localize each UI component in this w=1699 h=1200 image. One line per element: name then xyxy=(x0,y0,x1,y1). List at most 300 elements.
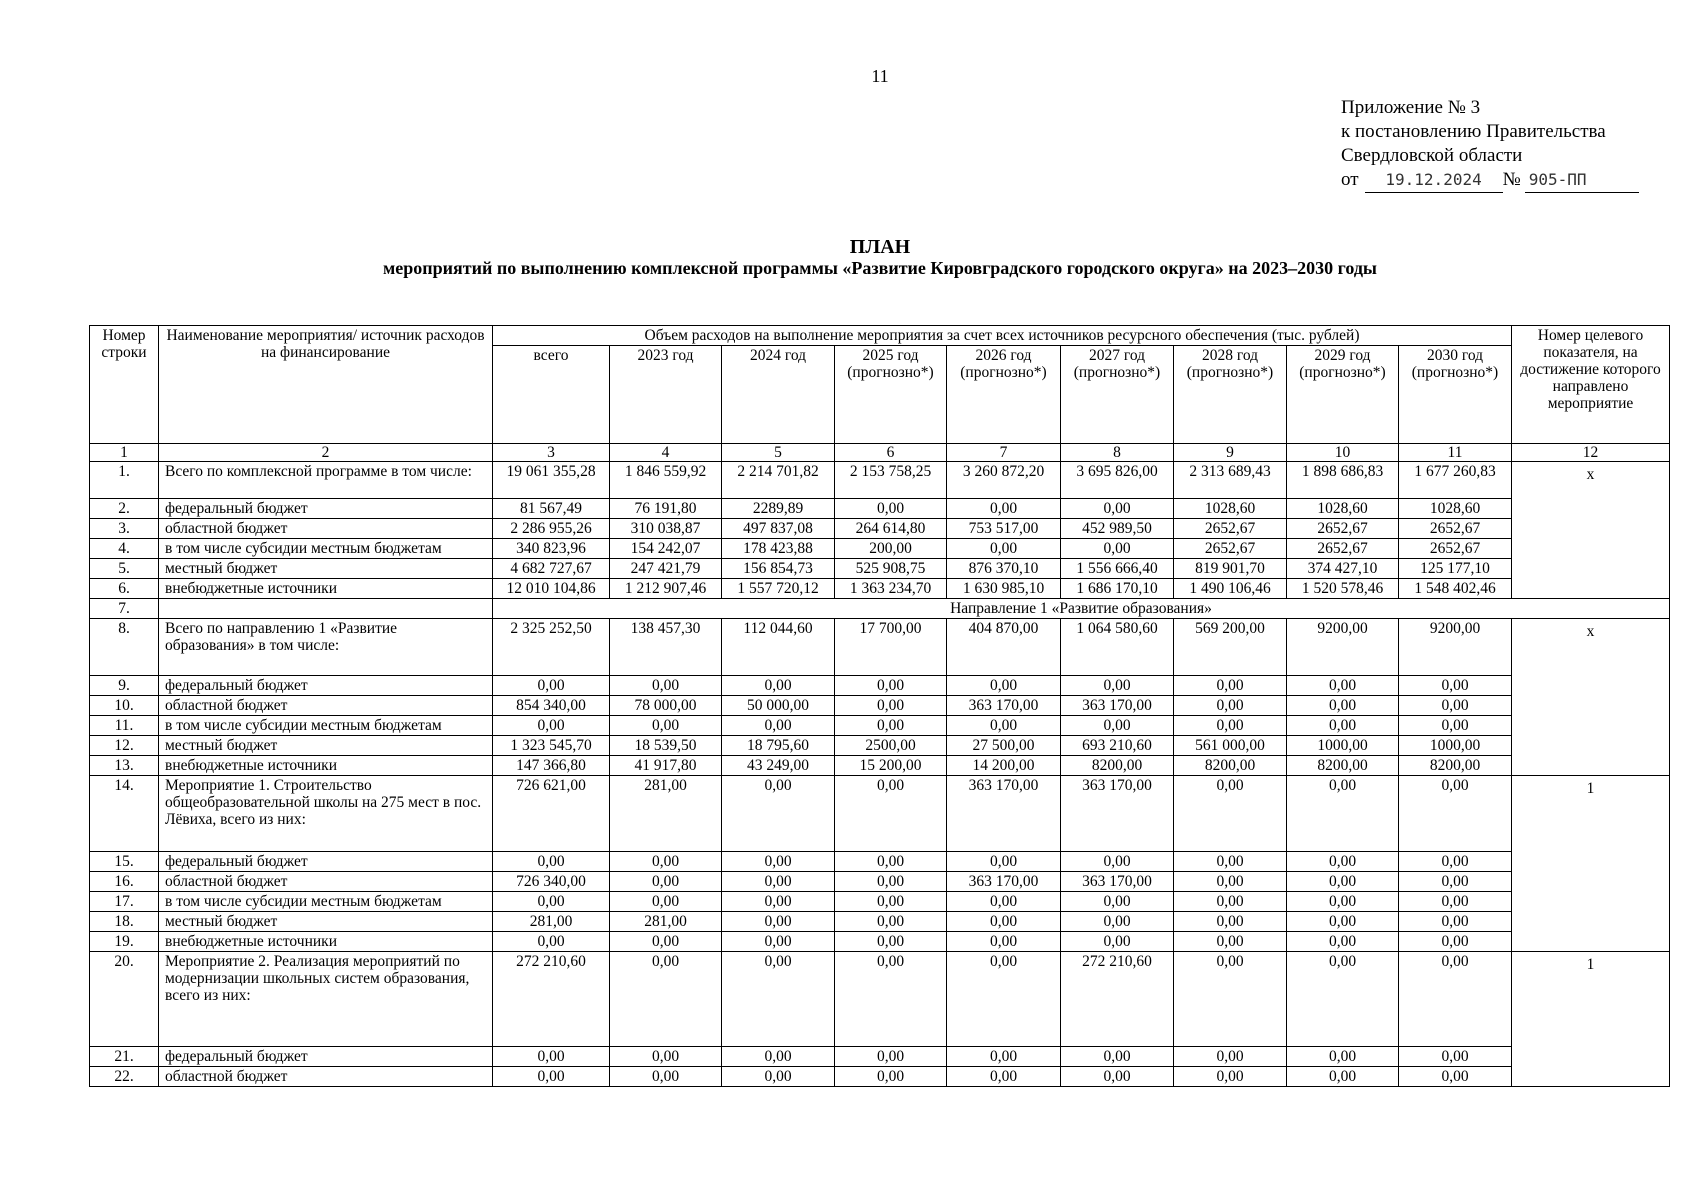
value-cell: 0,00 xyxy=(1174,716,1287,736)
row-name: местный бюджет xyxy=(159,736,493,756)
row-number: 18. xyxy=(90,912,159,932)
value-cell: 0,00 xyxy=(947,892,1061,912)
value-cell: 1028,60 xyxy=(1287,499,1399,519)
table-row xyxy=(90,619,1670,676)
row-number: 7. xyxy=(90,599,159,619)
value-cell: 0,00 xyxy=(1287,696,1399,716)
column-number: 10 xyxy=(1287,444,1399,462)
row-name: Всего по комплексной программе в том числе: xyxy=(159,462,493,499)
row-name: местный бюджет xyxy=(159,912,493,932)
value-cell: 0,00 xyxy=(1174,872,1287,892)
value-cell: 1 490 106,46 xyxy=(1174,579,1287,599)
value-cell: 3 695 826,00 xyxy=(1061,462,1174,499)
row-number: 2. xyxy=(90,499,159,519)
value-cell: 2652,67 xyxy=(1399,519,1512,539)
row-name: Мероприятие 2. Реализация мероприятий по модернизации школьных систем образования, всего из них: xyxy=(159,952,493,1047)
value-cell: 0,00 xyxy=(1287,932,1399,952)
document-subtitle: мероприятий по выполнению комплексной программы «Развитие Кировградского городского округа» на 2023–2030 годы xyxy=(383,258,1377,278)
value-cell: 12 010 104,86 xyxy=(493,579,610,599)
value-cell: 0,00 xyxy=(835,676,947,696)
row-name: федеральный бюджет xyxy=(159,676,493,696)
value-cell: 0,00 xyxy=(493,676,610,696)
value-cell: 272 210,60 xyxy=(1061,952,1174,1047)
value-cell: 1028,60 xyxy=(1174,499,1287,519)
row-number: 10. xyxy=(90,696,159,716)
value-cell: 0,00 xyxy=(835,776,947,852)
value-cell: 0,00 xyxy=(493,1047,610,1067)
value-cell: 340 823,96 xyxy=(493,539,610,559)
value-cell: 8200,00 xyxy=(1287,756,1399,776)
table-row xyxy=(90,892,1670,912)
value-cell: 0,00 xyxy=(835,716,947,736)
value-cell: 1 548 402,46 xyxy=(1399,579,1512,599)
value-cell: 726 621,00 xyxy=(493,776,610,852)
value-cell: 2652,67 xyxy=(1287,519,1399,539)
row-name: федеральный бюджет xyxy=(159,852,493,872)
value-cell: 0,00 xyxy=(1061,932,1174,952)
value-cell: 18 795,60 xyxy=(722,736,835,756)
value-cell: 3 260 872,20 xyxy=(947,462,1061,499)
column-number: 2 xyxy=(159,444,493,462)
table-row xyxy=(90,1067,1670,1087)
table-row xyxy=(90,736,1670,756)
header-2025: 2025 год (прогнозно*) xyxy=(835,346,947,444)
appendix-signature-line xyxy=(1341,168,1671,193)
table-row xyxy=(90,539,1670,559)
row-name: в том числе субсидии местным бюджетам xyxy=(159,716,493,736)
table-row xyxy=(90,952,1670,1047)
target-indicator-cell: 1 xyxy=(1512,776,1670,952)
value-cell: 0,00 xyxy=(947,952,1061,1047)
value-cell: 15 200,00 xyxy=(835,756,947,776)
value-cell: 363 170,00 xyxy=(1061,696,1174,716)
value-cell: 0,00 xyxy=(722,676,835,696)
value-cell: 1 557 720,12 xyxy=(722,579,835,599)
value-cell: 0,00 xyxy=(1061,892,1174,912)
value-cell: 0,00 xyxy=(1287,872,1399,892)
value-cell: 17 700,00 xyxy=(835,619,947,676)
column-number: 6 xyxy=(835,444,947,462)
target-indicator-cell: 1 xyxy=(1512,952,1670,1087)
header-2028: 2028 год (прогнозно*) xyxy=(1174,346,1287,444)
table-row xyxy=(90,852,1670,872)
header-name: Наименование мероприятия/ источник расходов на финансирование xyxy=(159,326,493,444)
value-cell: 0,00 xyxy=(1399,1067,1512,1087)
row-name: федеральный бюджет xyxy=(159,499,493,519)
value-cell: 281,00 xyxy=(493,912,610,932)
value-cell: 0,00 xyxy=(947,676,1061,696)
row-number: 22. xyxy=(90,1067,159,1087)
value-cell: 2652,67 xyxy=(1287,539,1399,559)
value-cell: 0,00 xyxy=(1061,499,1174,519)
value-cell: 2 153 758,25 xyxy=(835,462,947,499)
value-cell: 561 000,00 xyxy=(1174,736,1287,756)
value-cell: 0,00 xyxy=(1174,892,1287,912)
header-target: Номер целевого показателя, на достижение которого направлено мероприятие xyxy=(1512,326,1670,444)
value-cell: 8200,00 xyxy=(1174,756,1287,776)
value-cell: 0,00 xyxy=(610,872,722,892)
row-number: 11. xyxy=(90,716,159,736)
value-cell: 178 423,88 xyxy=(722,539,835,559)
document-title: ПЛАН xyxy=(849,236,911,258)
value-cell: 0,00 xyxy=(493,852,610,872)
table-row xyxy=(90,462,1670,499)
column-number: 8 xyxy=(1061,444,1174,462)
value-cell: 0,00 xyxy=(1399,932,1512,952)
row-name: внебюджетные источники xyxy=(159,579,493,599)
row-number: 14. xyxy=(90,776,159,852)
value-cell: 0,00 xyxy=(493,716,610,736)
header-2027: 2027 год (прогнозно*) xyxy=(1061,346,1174,444)
row-number: 8. xyxy=(90,619,159,676)
value-cell: 0,00 xyxy=(1174,1047,1287,1067)
value-cell: 0,00 xyxy=(835,1047,947,1067)
column-number-row xyxy=(90,444,1670,462)
row-number: 4. xyxy=(90,539,159,559)
value-cell: 1 677 260,83 xyxy=(1399,462,1512,499)
table-row xyxy=(90,696,1670,716)
row-name: областной бюджет xyxy=(159,1067,493,1087)
column-number: 9 xyxy=(1174,444,1287,462)
value-cell: 1 686 170,10 xyxy=(1061,579,1174,599)
value-cell: 0,00 xyxy=(610,952,722,1047)
value-cell: 0,00 xyxy=(1061,1067,1174,1087)
table-row xyxy=(90,599,1670,619)
value-cell: 8200,00 xyxy=(1399,756,1512,776)
from-label: от xyxy=(1341,169,1359,190)
value-cell: 156 854,73 xyxy=(722,559,835,579)
value-cell: 1 212 907,46 xyxy=(610,579,722,599)
column-number: 4 xyxy=(610,444,722,462)
section-heading: Направление 1 «Развитие образования» xyxy=(493,599,1670,619)
value-cell: 0,00 xyxy=(1061,676,1174,696)
value-cell: 0,00 xyxy=(1399,776,1512,852)
value-cell: 0,00 xyxy=(1174,932,1287,952)
value-cell: 50 000,00 xyxy=(722,696,835,716)
row-number: 1. xyxy=(90,462,159,499)
value-cell: 0,00 xyxy=(610,1047,722,1067)
value-cell: 2500,00 xyxy=(835,736,947,756)
value-cell: 0,00 xyxy=(1174,952,1287,1047)
value-cell: 0,00 xyxy=(722,776,835,852)
row-number: 12. xyxy=(90,736,159,756)
value-cell: 9200,00 xyxy=(1399,619,1512,676)
value-cell: 0,00 xyxy=(1399,716,1512,736)
decree-date: 19.12.2024 xyxy=(1365,168,1503,193)
table-row xyxy=(90,579,1670,599)
table-row xyxy=(90,1047,1670,1067)
header-total: всего xyxy=(493,346,610,444)
value-cell: 0,00 xyxy=(835,932,947,952)
row-name: местный бюджет xyxy=(159,559,493,579)
value-cell: 0,00 xyxy=(1287,676,1399,696)
value-cell: 0,00 xyxy=(1061,1047,1174,1067)
value-cell: 1 898 686,83 xyxy=(1287,462,1399,499)
value-cell: 2652,67 xyxy=(1174,539,1287,559)
row-number: 19. xyxy=(90,932,159,952)
value-cell: 0,00 xyxy=(835,499,947,519)
value-cell: 0,00 xyxy=(947,499,1061,519)
page-number: 11 xyxy=(871,66,889,86)
row-name: в том числе субсидии местным бюджетам xyxy=(159,539,493,559)
value-cell: 138 457,30 xyxy=(610,619,722,676)
value-cell: 0,00 xyxy=(947,912,1061,932)
row-name: федеральный бюджет xyxy=(159,1047,493,1067)
row-number: 3. xyxy=(90,519,159,539)
value-cell: 1 363 234,70 xyxy=(835,579,947,599)
value-cell: 272 210,60 xyxy=(493,952,610,1047)
column-number: 11 xyxy=(1399,444,1512,462)
value-cell: 363 170,00 xyxy=(1061,872,1174,892)
target-indicator-cell: x xyxy=(1512,619,1670,776)
value-cell: 0,00 xyxy=(722,872,835,892)
table-row xyxy=(90,872,1670,892)
value-cell: 0,00 xyxy=(947,932,1061,952)
value-cell: 2 325 252,50 xyxy=(493,619,610,676)
value-cell: 2 313 689,43 xyxy=(1174,462,1287,499)
value-cell: 0,00 xyxy=(610,892,722,912)
value-cell: 41 917,80 xyxy=(610,756,722,776)
value-cell: 363 170,00 xyxy=(1061,776,1174,852)
header-2029: 2029 год (прогнозно*) xyxy=(1287,346,1399,444)
column-number: 3 xyxy=(493,444,610,462)
row-name: внебюджетные источники xyxy=(159,756,493,776)
value-cell: 0,00 xyxy=(610,676,722,696)
value-cell: 2 214 701,82 xyxy=(722,462,835,499)
value-cell: 0,00 xyxy=(1061,716,1174,736)
column-number: 5 xyxy=(722,444,835,462)
number-label: № xyxy=(1502,169,1521,190)
value-cell: 1 556 666,40 xyxy=(1061,559,1174,579)
value-cell: 0,00 xyxy=(1287,776,1399,852)
table-row xyxy=(90,519,1670,539)
row-name: областной бюджет xyxy=(159,696,493,716)
target-indicator-cell: x xyxy=(1512,462,1670,599)
value-cell: 0,00 xyxy=(722,932,835,952)
value-cell: 497 837,08 xyxy=(722,519,835,539)
value-cell: 374 427,10 xyxy=(1287,559,1399,579)
value-cell: 0,00 xyxy=(1399,872,1512,892)
value-cell: 0,00 xyxy=(722,952,835,1047)
value-cell: 0,00 xyxy=(1174,1067,1287,1087)
value-cell: 0,00 xyxy=(1399,952,1512,1047)
value-cell: 8200,00 xyxy=(1061,756,1174,776)
appendix-title: Приложение № 3 xyxy=(1341,97,1481,118)
appendix-decree: к постановлению Правительства xyxy=(1341,121,1606,142)
value-cell: 726 340,00 xyxy=(493,872,610,892)
value-cell: 693 210,60 xyxy=(1061,736,1174,756)
column-number: 7 xyxy=(947,444,1061,462)
value-cell: 0,00 xyxy=(1399,1047,1512,1067)
row-name: в том числе субсидии местным бюджетам xyxy=(159,892,493,912)
appendix-block xyxy=(1341,96,1671,193)
value-cell: 363 170,00 xyxy=(947,872,1061,892)
header-row-number: Номер строки xyxy=(90,326,159,444)
value-cell: 0,00 xyxy=(1174,852,1287,872)
value-cell: 0,00 xyxy=(493,1067,610,1087)
value-cell: 0,00 xyxy=(493,932,610,952)
table-row xyxy=(90,716,1670,736)
value-cell: 0,00 xyxy=(1174,676,1287,696)
table-row xyxy=(90,912,1670,932)
value-cell: 14 200,00 xyxy=(947,756,1061,776)
value-cell: 0,00 xyxy=(493,892,610,912)
row-number: 9. xyxy=(90,676,159,696)
value-cell: 0,00 xyxy=(1399,892,1512,912)
value-cell: 0,00 xyxy=(835,696,947,716)
value-cell: 363 170,00 xyxy=(947,776,1061,852)
row-number: 21. xyxy=(90,1047,159,1067)
value-cell: 112 044,60 xyxy=(722,619,835,676)
value-cell: 1 630 985,10 xyxy=(947,579,1061,599)
table-row xyxy=(90,676,1670,696)
value-cell: 0,00 xyxy=(1174,776,1287,852)
value-cell: 0,00 xyxy=(1174,912,1287,932)
value-cell: 147 366,80 xyxy=(493,756,610,776)
row-number: 13. xyxy=(90,756,159,776)
value-cell: 81 567,49 xyxy=(493,499,610,519)
value-cell: 569 200,00 xyxy=(1174,619,1287,676)
row-number: 20. xyxy=(90,952,159,1047)
row-number: 15. xyxy=(90,852,159,872)
row-number: 17. xyxy=(90,892,159,912)
value-cell: 1028,60 xyxy=(1399,499,1512,519)
row-name: Всего по направлению 1 «Развитие образования» в том числе: xyxy=(159,619,493,676)
value-cell: 0,00 xyxy=(947,852,1061,872)
value-cell: 363 170,00 xyxy=(947,696,1061,716)
row-number: 6. xyxy=(90,579,159,599)
value-cell: 0,00 xyxy=(947,1067,1061,1087)
value-cell: 0,00 xyxy=(722,912,835,932)
value-cell: 0,00 xyxy=(1287,852,1399,872)
value-cell: 0,00 xyxy=(835,912,947,932)
value-cell: 76 191,80 xyxy=(610,499,722,519)
value-cell: 876 370,10 xyxy=(947,559,1061,579)
value-cell: 0,00 xyxy=(1287,892,1399,912)
value-cell: 0,00 xyxy=(722,716,835,736)
value-cell: 0,00 xyxy=(722,1067,835,1087)
value-cell: 310 038,87 xyxy=(610,519,722,539)
row-name: областной бюджет xyxy=(159,872,493,892)
value-cell: 0,00 xyxy=(722,892,835,912)
value-cell: 0,00 xyxy=(1287,716,1399,736)
value-cell: 0,00 xyxy=(610,932,722,952)
value-cell: 0,00 xyxy=(610,716,722,736)
decree-number: 905-ПП xyxy=(1525,168,1639,193)
value-cell: 4 682 727,67 xyxy=(493,559,610,579)
value-cell: 0,00 xyxy=(1399,676,1512,696)
value-cell: 125 177,10 xyxy=(1399,559,1512,579)
value-cell: 43 249,00 xyxy=(722,756,835,776)
row-number: 5. xyxy=(90,559,159,579)
value-cell: 1000,00 xyxy=(1399,736,1512,756)
value-cell: 0,00 xyxy=(1399,696,1512,716)
value-cell: 0,00 xyxy=(835,872,947,892)
header-2023: 2023 год xyxy=(610,346,722,444)
header-2024: 2024 год xyxy=(722,346,835,444)
value-cell: 0,00 xyxy=(1061,539,1174,559)
value-cell: 281,00 xyxy=(610,776,722,852)
value-cell: 525 908,75 xyxy=(835,559,947,579)
value-cell: 1000,00 xyxy=(1287,736,1399,756)
value-cell: 0,00 xyxy=(1287,1067,1399,1087)
value-cell: 78 000,00 xyxy=(610,696,722,716)
value-cell: 0,00 xyxy=(1287,912,1399,932)
value-cell: 2652,67 xyxy=(1399,539,1512,559)
row-name: областной бюджет xyxy=(159,519,493,539)
row-number: 16. xyxy=(90,872,159,892)
value-cell: 0,00 xyxy=(947,539,1061,559)
value-cell: 0,00 xyxy=(835,952,947,1047)
column-number: 12 xyxy=(1512,444,1670,462)
value-cell: 0,00 xyxy=(947,716,1061,736)
empty-cell xyxy=(159,599,493,619)
value-cell: 1 323 545,70 xyxy=(493,736,610,756)
value-cell: 0,00 xyxy=(835,1067,947,1087)
value-cell: 281,00 xyxy=(610,912,722,932)
value-cell: 1 520 578,46 xyxy=(1287,579,1399,599)
value-cell: 2 286 955,26 xyxy=(493,519,610,539)
value-cell: 753 517,00 xyxy=(947,519,1061,539)
table-row xyxy=(90,499,1670,519)
value-cell: 854 340,00 xyxy=(493,696,610,716)
value-cell: 0,00 xyxy=(835,852,947,872)
value-cell: 0,00 xyxy=(1061,912,1174,932)
value-cell: 0,00 xyxy=(722,852,835,872)
column-number: 1 xyxy=(90,444,159,462)
value-cell: 0,00 xyxy=(947,1047,1061,1067)
value-cell: 200,00 xyxy=(835,539,947,559)
row-name: внебюджетные источники xyxy=(159,932,493,952)
value-cell: 0,00 xyxy=(1061,852,1174,872)
table-row xyxy=(90,932,1670,952)
value-cell: 0,00 xyxy=(610,1067,722,1087)
value-cell: 2652,67 xyxy=(1174,519,1287,539)
value-cell: 0,00 xyxy=(835,892,947,912)
value-cell: 0,00 xyxy=(1174,696,1287,716)
value-cell: 0,00 xyxy=(1399,852,1512,872)
header-volume-group: Объем расходов на выполнение мероприятия за счет всех источников ресурсного обеспечения (тыс. рублей) xyxy=(493,326,1512,346)
appendix-region: Свердловской области xyxy=(1341,145,1523,166)
value-cell: 264 614,80 xyxy=(835,519,947,539)
value-cell: 1 064 580,60 xyxy=(1061,619,1174,676)
table-row xyxy=(90,756,1670,776)
value-cell: 154 242,07 xyxy=(610,539,722,559)
value-cell: 27 500,00 xyxy=(947,736,1061,756)
header-2026: 2026 год (прогнозно*) xyxy=(947,346,1061,444)
value-cell: 2289,89 xyxy=(722,499,835,519)
value-cell: 819 901,70 xyxy=(1174,559,1287,579)
plan-table xyxy=(89,325,1670,1087)
value-cell: 0,00 xyxy=(610,852,722,872)
value-cell: 0,00 xyxy=(1287,952,1399,1047)
value-cell: 0,00 xyxy=(1287,1047,1399,1067)
value-cell: 247 421,79 xyxy=(610,559,722,579)
value-cell: 9200,00 xyxy=(1287,619,1399,676)
table-row xyxy=(90,559,1670,579)
value-cell: 1 846 559,92 xyxy=(610,462,722,499)
row-name: Мероприятие 1. Строительство общеобразовательной школы на 275 мест в пос. Лёвиха, всего из них: xyxy=(159,776,493,852)
header-2030: 2030 год (прогнозно*) xyxy=(1399,346,1512,444)
value-cell: 18 539,50 xyxy=(610,736,722,756)
value-cell: 452 989,50 xyxy=(1061,519,1174,539)
value-cell: 0,00 xyxy=(722,1047,835,1067)
value-cell: 0,00 xyxy=(1399,912,1512,932)
table-row xyxy=(90,776,1670,852)
value-cell: 404 870,00 xyxy=(947,619,1061,676)
plan-table-body xyxy=(90,462,1670,1087)
value-cell: 19 061 355,28 xyxy=(493,462,610,499)
